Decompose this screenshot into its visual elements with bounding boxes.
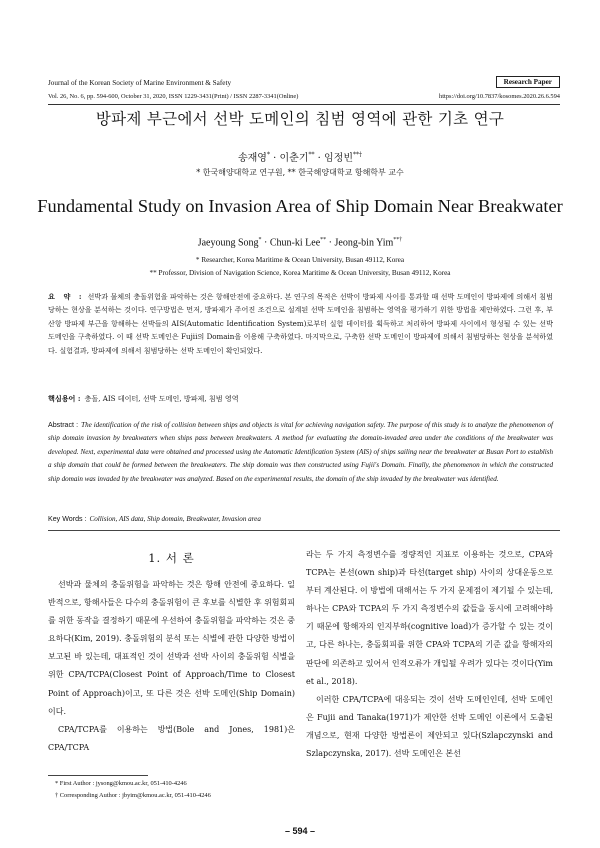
journal-name: Journal of the Korean Society of Marine Environment & Safety xyxy=(48,79,232,87)
body-column-right xyxy=(306,546,553,763)
keywords-label: 핵심용어 : xyxy=(48,394,81,403)
abstract-label: 요 약 : xyxy=(48,292,85,301)
article-type-badge: Research Paper xyxy=(496,76,560,88)
english-affiliation-1: * Researcher, Korea Maritime & Ocean University, Busan 49112, Korea xyxy=(195,256,405,264)
author-3: Jeong-bin Yim xyxy=(334,237,394,249)
page-number: – 594 – xyxy=(284,826,316,836)
author-2-mark: ** xyxy=(320,237,327,243)
author-2: 이춘기 xyxy=(279,153,309,164)
section-heading: 1. 서 론 xyxy=(148,551,195,565)
author-separator: · xyxy=(326,237,335,249)
abstract-text: The identification of the risk of collision between ships and objects is vital for achieving navigation safety. The purpose of this study is to analyze the phenomenon of ship domain invasion by breakwaters when ships pass between breakwaters. A method for evaluating the domain-invaded area under the conditions of the breakwater was developed. Next, experimental data were obtained and processed using the Automatic Identification System (AIS) of ships sailing near the breakwater at Busan Port to establish a ship domain that could be formed between the breakwaters. The ship domain was then constructed using Fujii's Domain. Finally, the phenomenon in which the constructed ship domain was invaded by the breakwater was analyzed. Based on the experimental results, the domain of the ship invaded by the breakwater was identified. xyxy=(48,421,553,483)
korean-title: 방파제 부근에서 선박 도메인의 침범 영역에 관한 기초 연구 xyxy=(95,110,505,128)
footnote-corresponding-author: † Corresponding Author : jbyim@kmou.ac.kr, 051-410-4246 xyxy=(55,792,211,799)
author-3-mark: **† xyxy=(353,151,363,159)
author-separator: · xyxy=(314,153,325,164)
paragraph: 선박과 물체의 충돌위험을 파악하는 것은 항해 안전에 중요하다. 일반적으로, 항해사들은 다수의 충돌위험이 큰 후보를 식별한 후 위험회피를 위한 동작을 결정하기 때문에 우선하여 충돌위험을 파악하는 것은 중요하다(Kim, 2019). 충돌위험의 분석 또는 식별에 관한 다양한 방법이 보고된 바 있는데, 대표적인 것이 선박과 선박 사이의 충돌위험 식별을 위한 CPA/TCPA(Closest Point of Approach/Time to Closest Point of Approach)이고, 또 다른 것은 선박 도메인(Ship Domain)이다. xyxy=(48,580,295,716)
author-separator: · xyxy=(261,237,270,249)
paragraph: CPA/TCPA를 이용하는 방법(Bole and Jones, 1981)은 CPA/TCPA xyxy=(48,724,295,752)
author-2-mark: ** xyxy=(308,151,315,159)
volume-info: Vol. 26, No. 6, pp. 594-600, October 31, 2020, ISSN 1229-3431(Print) / ISSN 2287-3341(Online) xyxy=(48,93,299,100)
author-1: 송재영 xyxy=(237,153,267,164)
author-1-mark: * xyxy=(266,151,270,159)
paragraph: 라는 두 가지 측정변수를 정량적인 지표로 이용하는 것으로, CPA와 TCPA는 본선(own ship)과 타선(target ship) 사이의 상대운동으로부터 계산된다. 이 방법에 대해서는 두 가지 문제점이 제기될 수 있는데, 하나는 CPA와 TCPA의 두 가지 측정변수의 값들을 동시에 고려해야하기 때문에 항해자의 인지부하(cognitive load)가 증가할 수 있는 것이고, 다른 하나는, 충돌회피를 위한 CPA와 TCPA의 기준 값을 항해자의 판단에 의존하고 있어서 인적오류가 개입될 우려가 있다는 것이다(Yim et al., 2018). xyxy=(306,550,553,686)
abstract-text: 선박과 물체의 충돌위험을 파악하는 것은 항해안전에 중요하다. 본 연구의 목적은 선박이 방파제 사이를 통과할 때 선박 도메인이 방파제에 의해서 침범당하는 현상을 분석하는 것이다. 연구방법은 먼저, 방파제가 주어진 조건으로 설계된 선박 도메인을 침범하는 영역을 평가하기 위한 방법을 제안하였다. 그런 후, 부산항 방파제 부근을 항해하는 선박들의 AIS(Automatic Identification System)로부터 실험 데이터를 획득하고 처리하여 방파제 사이에서 형성될 수 있는 선박 도메인을 구축하였다. 이 때 선박 도메인은 Fujii의 Domain을 이용해 구축하였다. 마지막으로, 구축한 선박 도메인이 방파제에 의해서 침범당하는 현상을 분석하였다. 실험결과, 방파제에 의해서 침범당하는 선박 도메인이 확인되었다. xyxy=(48,292,553,355)
author-3-mark: **† xyxy=(393,237,403,243)
english-title: Fundamental Study on Invasion Area of Ship Domain Near Breakwater xyxy=(37,196,563,216)
korean-affiliation: * 한국해양대학교 연구원, ** 한국해양대학교 항해학부 교수 xyxy=(196,168,404,177)
abstract-divider xyxy=(48,530,560,531)
keywords-text: 충돌, AIS 데이터, 선박 도메인, 방파제, 침범 영역 xyxy=(84,394,239,403)
footnote-divider xyxy=(48,775,148,776)
english-authors xyxy=(0,237,600,248)
paragraph: 이러한 CPA/TCPA에 대응되는 것이 선박 도메인인데, 선박 도메인은 Fujii and Tanaka(1971)가 제안한 선박 도메인 이론에서 도출된 개념으로, 현재 다양한 방법론이 제안되고 있다(Szlapczynski and Szlapczynska, 2017). 선박 도메인은 본선 xyxy=(306,694,553,759)
korean-abstract xyxy=(48,290,553,357)
abstract-label: Abstract : xyxy=(48,421,79,429)
keywords-label: Key Words : xyxy=(48,515,87,523)
author-1-mark: * xyxy=(258,237,262,243)
korean-keywords xyxy=(48,394,239,404)
english-keywords xyxy=(48,515,261,523)
keywords-text: Collision, AIS data, Ship domain, Breakwater, Invasion area xyxy=(89,515,261,523)
korean-authors xyxy=(0,149,600,164)
doi-link[interactable]: https://doi.org/10.7837/kosomes.2020.26.6.594 xyxy=(439,93,560,100)
english-abstract xyxy=(48,419,553,486)
header-divider xyxy=(48,104,560,105)
author-1: Jaeyoung Song xyxy=(197,237,259,249)
body-column-left xyxy=(48,576,295,757)
author-separator: · xyxy=(269,153,280,164)
author-3: 임정빈 xyxy=(324,153,354,164)
english-affiliation-2: ** Professor, Division of Navigation Science, Korea Maritime & Ocean University, Busan 49112, Korea xyxy=(149,269,451,277)
footnote-first-author: * First Author : jysong@kmou.ac.kr, 051-410-4246 xyxy=(55,780,187,787)
author-2: Chun-ki Lee xyxy=(269,237,321,249)
